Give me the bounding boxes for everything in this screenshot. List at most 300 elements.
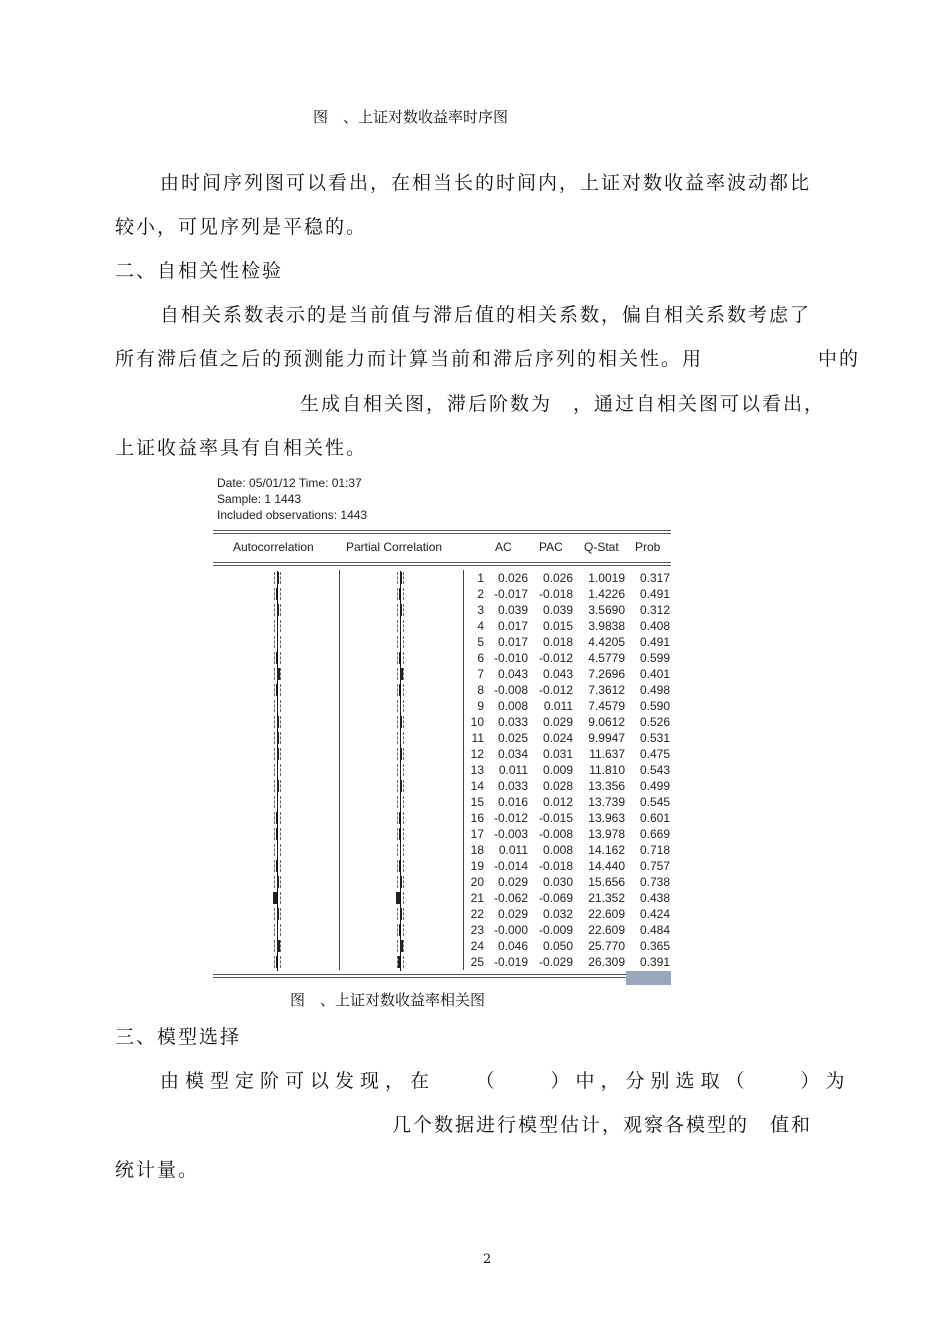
ac-band-right: [280, 924, 281, 936]
prob-cell: 0.526: [639, 715, 670, 729]
rule-bottom-1: [213, 974, 671, 975]
correlogram-row: [0, 731, 950, 747]
pac-bar: [399, 860, 400, 872]
caption-correlogram: 图 、上证对数收益率相关图: [290, 991, 486, 1009]
pac-band-right: [403, 636, 404, 648]
ac-cell: -0.008: [493, 683, 528, 697]
pac-band-right: [403, 732, 404, 744]
qstat-cell: 25.770: [588, 939, 625, 953]
rule-mid-1: [213, 562, 671, 563]
pac-band-left: [397, 812, 398, 824]
correlogram-row: [0, 683, 950, 699]
pac-band-right: [403, 652, 404, 664]
pac-bar: [400, 668, 403, 680]
ac-band-right: [280, 940, 281, 952]
ac-band-left: [274, 652, 275, 664]
pac-band-left: [397, 668, 398, 680]
pac-band-right: [403, 908, 404, 920]
para2-line2b: 中的: [818, 348, 861, 370]
ac-band-left: [274, 908, 275, 920]
pac-cell: 0.039: [542, 603, 573, 617]
ac-bar: [277, 940, 280, 952]
pac-band-right: [403, 796, 404, 808]
ac-band-right: [280, 684, 281, 696]
heading-model-selection: 三、模型选择: [115, 1026, 242, 1048]
pac-band-right: [403, 828, 404, 840]
prob-cell: 0.738: [639, 875, 670, 889]
ac-cell: 0.033: [497, 779, 528, 793]
ac-band-right: [280, 892, 281, 904]
ac-band-right: [280, 876, 281, 888]
pac-cell: -0.009: [538, 923, 573, 937]
lag-cell: 10: [470, 715, 484, 729]
qstat-cell: 7.4579: [588, 699, 625, 713]
date-line: Date: 05/01/12 Time: 01:37: [217, 476, 362, 490]
rule-top-2: [213, 533, 671, 534]
pac-cell: 0.026: [542, 571, 573, 585]
ac-bar: [277, 716, 279, 728]
ac-bar: [277, 572, 279, 584]
pac-band-right: [403, 956, 404, 968]
qstat-cell: 26.309: [588, 955, 625, 969]
ac-cell: 0.025: [497, 731, 528, 745]
correlogram-row: [0, 667, 950, 683]
header-qstat: Q-Stat: [584, 540, 619, 554]
ac-bar: [277, 700, 278, 712]
lag-cell: 19: [470, 859, 484, 873]
ac-band-left: [274, 572, 275, 584]
ac-band-right: [280, 748, 281, 760]
pac-band-right: [403, 892, 404, 904]
ac-band-left: [274, 636, 275, 648]
prob-cell: 0.424: [639, 907, 670, 921]
prob-cell: 0.484: [639, 923, 670, 937]
ac-cell: 0.017: [497, 619, 528, 633]
lag-cell: 23: [470, 923, 484, 937]
ac-bar: [276, 684, 277, 696]
prob-cell: 0.438: [639, 891, 670, 905]
para2-line4: 上证收益率具有自相关性。: [115, 437, 368, 459]
pac-cell: 0.031: [542, 747, 573, 761]
qstat-cell: 7.3612: [588, 683, 625, 697]
pac-cell: -0.018: [538, 587, 573, 601]
correlogram-row: [0, 619, 950, 635]
pac-band-left: [397, 764, 398, 776]
pac-band-right: [403, 748, 404, 760]
para2-line3: 生成自相关图，滞后阶数为 ，通过自相关图可以看出，: [300, 393, 826, 415]
ac-cell: -0.003: [493, 827, 528, 841]
pac-bar: [400, 844, 401, 856]
ac-band-right: [280, 636, 281, 648]
ac-bar: [277, 732, 279, 744]
lag-cell: 6: [477, 651, 484, 665]
ac-zero-line: [277, 587, 278, 603]
ac-bar: [276, 588, 277, 600]
qstat-cell: 14.162: [588, 843, 625, 857]
ac-bar: [277, 604, 279, 616]
pac-band-left: [397, 572, 398, 584]
ac-cell: 0.043: [497, 667, 528, 681]
pac-bar: [399, 924, 400, 936]
pac-band-left: [397, 860, 398, 872]
pac-band-left: [397, 876, 398, 888]
pac-cell: 0.030: [542, 875, 573, 889]
ac-band-left: [274, 764, 275, 776]
page-number: 2: [483, 1252, 492, 1267]
ac-bar: [273, 892, 277, 904]
prob-cell: 0.590: [639, 699, 670, 713]
ac-band-right: [280, 604, 281, 616]
prob-cell: 0.498: [639, 683, 670, 697]
pac-cell: -0.008: [538, 827, 573, 841]
pac-band-left: [397, 796, 398, 808]
ac-cell: -0.019: [493, 955, 528, 969]
correlogram-row: [0, 891, 950, 907]
header-autocorrelation: Autocorrelation: [233, 540, 314, 554]
ac-cell: -0.010: [493, 651, 528, 665]
ac-band-right: [280, 588, 281, 600]
pac-band-left: [397, 716, 398, 728]
ac-bar: [277, 908, 279, 920]
pac-band-right: [403, 924, 404, 936]
ac-cell: 0.017: [497, 635, 528, 649]
ac-band-right: [280, 732, 281, 744]
pac-zero-line: [400, 683, 401, 699]
para2-line1: 自相关系数表示的是当前值与滞后值的相关系数，偏自相关系数考虑了: [160, 304, 812, 326]
correlogram-row: [0, 699, 950, 715]
pac-bar: [400, 796, 401, 808]
prob-cell: 0.491: [639, 635, 670, 649]
qstat-cell: 14.440: [588, 859, 625, 873]
pac-band-right: [403, 700, 404, 712]
ac-cell: 0.029: [497, 907, 528, 921]
qstat-cell: 3.5690: [588, 603, 625, 617]
ac-band-left: [274, 796, 275, 808]
correlogram-row: [0, 795, 950, 811]
pac-zero-line: [400, 651, 401, 667]
ac-band-left: [274, 732, 275, 744]
pac-band-right: [403, 716, 404, 728]
ac-bar: [277, 924, 278, 936]
ac-bar: [277, 748, 279, 760]
prob-cell: 0.317: [639, 571, 670, 585]
ac-band-left: [274, 844, 275, 856]
correlogram-row: [0, 923, 950, 939]
ac-bar: [276, 812, 277, 824]
lag-cell: 20: [470, 875, 484, 889]
ac-band-left: [274, 684, 275, 696]
ac-zero-line: [277, 683, 278, 699]
ac-bar: [277, 876, 279, 888]
ac-zero-line: [277, 859, 278, 875]
pac-bar: [398, 956, 400, 968]
ac-bar: [276, 652, 277, 664]
prob-cell: 0.365: [639, 939, 670, 953]
pac-cell: 0.024: [542, 731, 573, 745]
qstat-cell: 13.978: [588, 827, 625, 841]
pac-band-right: [403, 764, 404, 776]
correlogram-row: [0, 635, 950, 651]
correlogram-row: [0, 859, 950, 875]
pac-bar: [400, 716, 402, 728]
ac-band-left: [274, 668, 275, 680]
ac-band-left: [274, 588, 275, 600]
pac-band-left: [397, 620, 398, 632]
pac-bar: [400, 940, 403, 952]
sample-line: Sample: 1 1443: [217, 492, 302, 506]
ac-band-right: [280, 780, 281, 792]
ac-band-right: [280, 956, 281, 968]
pac-cell: 0.018: [542, 635, 573, 649]
pac-bar: [400, 764, 401, 776]
pac-cell: 0.009: [542, 763, 573, 777]
pac-band-left: [397, 700, 398, 712]
prob-cell: 0.401: [639, 667, 670, 681]
pac-cell: 0.012: [542, 795, 573, 809]
ac-band-left: [274, 716, 275, 728]
pac-zero-line: [400, 923, 401, 939]
heading-autocorrelation-test: 二、自相关性检验: [115, 260, 284, 282]
ac-bar: [277, 796, 278, 808]
ac-band-right: [280, 716, 281, 728]
para3-line2: 几个数据进行模型估计，观察各模型的 值和: [392, 1114, 813, 1136]
ac-zero-line: [277, 811, 278, 827]
ac-bar: [276, 828, 277, 840]
qstat-cell: 21.352: [588, 891, 625, 905]
prob-cell: 0.531: [639, 731, 670, 745]
pac-band-left: [397, 588, 398, 600]
pac-bar: [400, 620, 401, 632]
pac-bar: [399, 684, 400, 696]
ac-cell: 0.029: [497, 875, 528, 889]
pac-bar: [400, 572, 402, 584]
correlogram-row: [0, 779, 950, 795]
para3-line3: 统计量。: [115, 1159, 200, 1181]
lag-cell: 12: [470, 747, 484, 761]
correlogram-row: [0, 955, 950, 971]
pac-zero-line: [400, 811, 401, 827]
lag-cell: 1: [477, 571, 484, 585]
pac-bar: [400, 732, 401, 744]
ac-band-right: [280, 700, 281, 712]
correlogram-row: [0, 587, 950, 603]
ac-cell: 0.033: [497, 715, 528, 729]
correlogram-row: [0, 715, 950, 731]
qstat-cell: 13.356: [588, 779, 625, 793]
lag-cell: 14: [470, 779, 484, 793]
para1-line2: 较小，可见序列是平稳的。: [115, 216, 368, 238]
pac-bar: [396, 892, 400, 904]
pac-band-right: [403, 844, 404, 856]
caption-time-series: 图 、上证对数收益率时序图: [313, 108, 509, 126]
ac-band-left: [274, 924, 275, 936]
pac-cell: -0.029: [538, 955, 573, 969]
ac-band-right: [280, 668, 281, 680]
qstat-cell: 9.9947: [588, 731, 625, 745]
ac-cell: 0.016: [497, 795, 528, 809]
prob-cell: 0.499: [639, 779, 670, 793]
prob-cell: 0.491: [639, 587, 670, 601]
pac-bar: [400, 780, 402, 792]
ac-band-left: [274, 748, 275, 760]
ac-zero-line: [277, 827, 278, 843]
ac-cell: 0.008: [497, 699, 528, 713]
pac-band-left: [397, 908, 398, 920]
lag-cell: 4: [477, 619, 484, 633]
ac-bar: [277, 636, 278, 648]
pac-cell: -0.015: [538, 811, 573, 825]
pac-band-right: [403, 860, 404, 872]
prob-cell: 0.601: [639, 811, 670, 825]
lag-cell: 21: [470, 891, 484, 905]
pac-band-left: [397, 604, 398, 616]
pac-band-right: [403, 620, 404, 632]
pac-cell: -0.012: [538, 683, 573, 697]
prob-cell: 0.718: [639, 843, 670, 857]
ac-zero-line: [277, 955, 278, 971]
ac-cell: 0.039: [497, 603, 528, 617]
header-ac: AC: [495, 540, 512, 554]
header-pac: PAC: [539, 540, 563, 554]
rule-bottom-2: [213, 977, 671, 978]
lag-cell: 17: [470, 827, 484, 841]
lag-cell: 25: [470, 955, 484, 969]
prob-cell: 0.545: [639, 795, 670, 809]
pac-bar: [399, 812, 400, 824]
pac-cell: 0.015: [542, 619, 573, 633]
pac-band-left: [397, 924, 398, 936]
qstat-cell: 11.810: [589, 763, 625, 777]
pac-band-right: [403, 684, 404, 696]
pac-bar: [399, 652, 400, 664]
pac-band-right: [403, 604, 404, 616]
ac-band-right: [280, 828, 281, 840]
pac-band-left: [397, 940, 398, 952]
pac-cell: -0.012: [538, 651, 573, 665]
pac-band-left: [397, 652, 398, 664]
correlogram-row: [0, 603, 950, 619]
ac-cell: 0.034: [497, 747, 528, 761]
pac-band-left: [397, 732, 398, 744]
pac-band-right: [403, 780, 404, 792]
para2-line2a: 所有滞后值之后的预测能力而计算当前和滞后序列的相关性。用: [115, 348, 704, 370]
prob-cell: 0.757: [639, 859, 670, 873]
ac-band-right: [280, 572, 281, 584]
pac-zero-line: [400, 587, 401, 603]
ac-cell: -0.000: [493, 923, 528, 937]
pac-band-left: [397, 828, 398, 840]
ac-band-right: [280, 620, 281, 632]
selection-highlight: [626, 971, 671, 985]
qstat-cell: 22.609: [588, 923, 625, 937]
ac-bar: [277, 668, 280, 680]
qstat-cell: 4.4205: [588, 635, 625, 649]
observations-line: Included observations: 1443: [217, 508, 368, 522]
pac-cell: 0.032: [542, 907, 573, 921]
lag-cell: 22: [470, 907, 484, 921]
prob-cell: 0.391: [639, 955, 670, 969]
pac-cell: -0.069: [538, 891, 573, 905]
lag-cell: 3: [477, 603, 484, 617]
ac-bar: [277, 764, 278, 776]
ac-band-left: [274, 940, 275, 952]
lag-cell: 5: [477, 635, 484, 649]
header-prob: Prob: [635, 540, 661, 554]
pac-band-right: [403, 812, 404, 824]
prob-cell: 0.669: [639, 827, 670, 841]
pac-cell: 0.008: [542, 843, 573, 857]
pac-bar: [399, 588, 400, 600]
qstat-cell: 1.4226: [588, 587, 625, 601]
correlogram-row: [0, 875, 950, 891]
ac-band-left: [274, 860, 275, 872]
prob-cell: 0.543: [639, 763, 670, 777]
para3-line1: 由模型定阶可以发现，在 （ ）中，分别选取（ ）为: [160, 1070, 851, 1092]
ac-band-right: [280, 652, 281, 664]
correlogram-row: [0, 571, 950, 587]
correlogram-row: [0, 939, 950, 955]
qstat-cell: 4.5779: [588, 651, 625, 665]
lag-cell: 13: [470, 763, 484, 777]
ac-band-right: [280, 796, 281, 808]
pac-cell: 0.050: [542, 939, 573, 953]
rule-top-1: [213, 530, 671, 531]
ac-cell: -0.017: [493, 587, 528, 601]
ac-cell: 0.011: [498, 843, 528, 857]
pac-zero-line: [400, 827, 401, 843]
pac-band-right: [403, 572, 404, 584]
ac-cell: -0.012: [493, 811, 528, 825]
prob-cell: 0.599: [639, 651, 670, 665]
ac-cell: -0.014: [493, 859, 528, 873]
qstat-cell: 9.0612: [588, 715, 625, 729]
ac-zero-line: [277, 651, 278, 667]
ac-band-left: [274, 780, 275, 792]
header-partial-correlation: Partial Correlation: [346, 540, 443, 554]
pac-band-right: [403, 940, 404, 952]
pac-bar: [400, 748, 402, 760]
pac-band-left: [397, 748, 398, 760]
lag-cell: 11: [471, 731, 484, 745]
pac-bar: [400, 604, 402, 616]
ac-cell: -0.062: [493, 891, 528, 905]
pac-band-left: [397, 780, 398, 792]
pac-cell: 0.029: [542, 715, 573, 729]
ac-band-left: [274, 828, 275, 840]
ac-band-right: [280, 764, 281, 776]
ac-bar: [277, 620, 278, 632]
qstat-cell: 3.9838: [588, 619, 625, 633]
ac-band-right: [280, 844, 281, 856]
ac-band-left: [274, 956, 275, 968]
lag-cell: 9: [477, 699, 484, 713]
lag-cell: 2: [477, 587, 484, 601]
pac-cell: 0.011: [543, 699, 573, 713]
lag-cell: 16: [470, 811, 484, 825]
para1-line1: 由时间序列图可以看出，在相当长的时间内，上证对数收益率波动都比: [160, 172, 812, 194]
pac-band-left: [397, 636, 398, 648]
pac-bar: [400, 876, 402, 888]
pac-zero-line: [400, 859, 401, 875]
correlogram-row: [0, 651, 950, 667]
pac-zero-line: [400, 955, 401, 971]
ac-band-left: [274, 604, 275, 616]
qstat-cell: 13.963: [588, 811, 625, 825]
ac-bar: [277, 844, 278, 856]
qstat-cell: 13.739: [588, 795, 625, 809]
pac-bar: [400, 700, 401, 712]
qstat-cell: 1.0019: [588, 571, 625, 585]
